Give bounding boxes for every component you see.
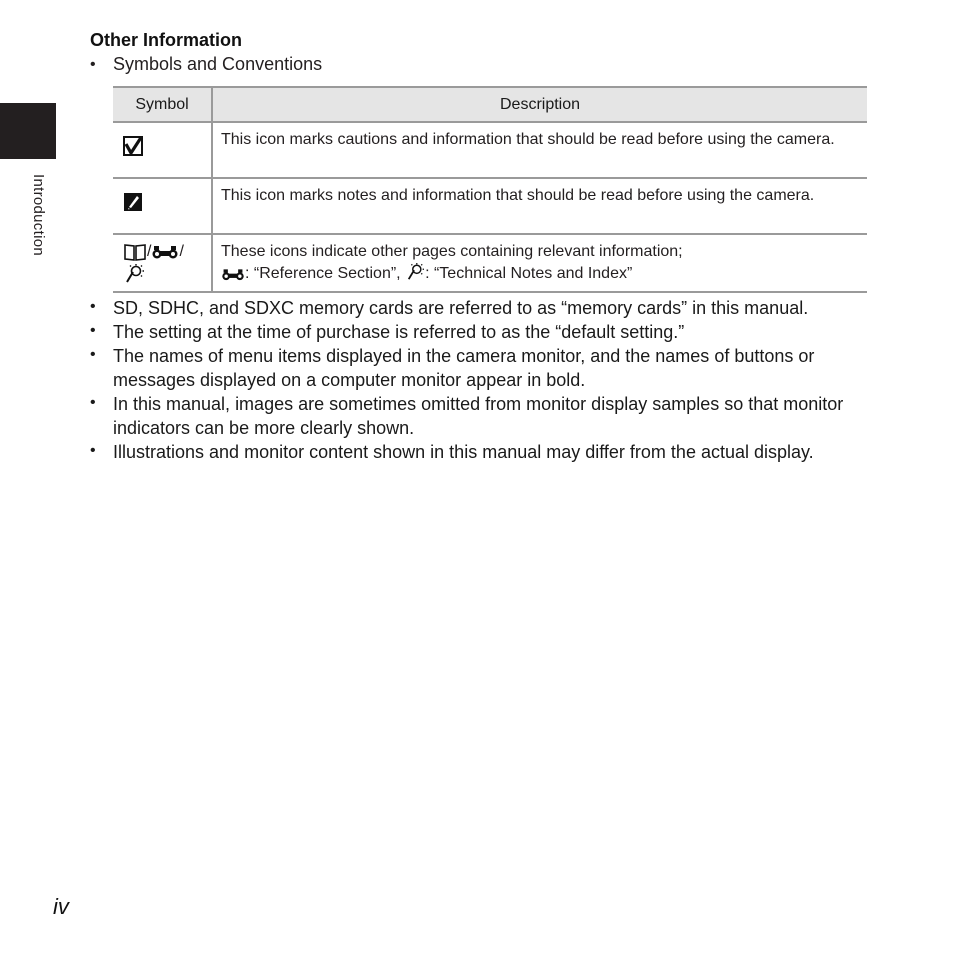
bullet-dot: • xyxy=(90,346,96,363)
chapter-tab-marker xyxy=(0,103,56,159)
reference-section-label: : “Reference Section”, xyxy=(245,265,406,282)
list-item xyxy=(90,440,870,464)
caution-check-icon xyxy=(123,136,143,156)
bullet-dot: • xyxy=(90,442,96,459)
technical-notes-bulb-icon xyxy=(405,263,425,281)
table-row xyxy=(113,234,867,292)
header-symbol: Symbol xyxy=(113,87,212,122)
symbol-cell xyxy=(113,234,212,292)
bullet-dot: • xyxy=(90,394,96,411)
table-row xyxy=(113,122,867,178)
table-header-row xyxy=(113,87,867,122)
symbols-sub-bullet xyxy=(90,54,322,75)
reference-binoculars-icon xyxy=(221,268,245,281)
list-item-text: SD, SDHC, and SDXC memory cards are referred to as “memory cards” in this manual. xyxy=(113,298,809,318)
chapter-side-label: Introduction xyxy=(30,174,47,256)
page-number: iv xyxy=(53,894,69,919)
symbol-cell xyxy=(113,178,212,234)
book-page-icon xyxy=(123,243,147,261)
description-cell xyxy=(212,234,867,292)
symbol-cell xyxy=(113,122,212,178)
technical-notes-label: : “Technical Notes and Index” xyxy=(425,265,633,282)
symbol-separator: / xyxy=(179,243,184,260)
bullet-dot: • xyxy=(90,322,96,339)
list-item-text: Illustrations and monitor content shown in this manual may differ from the actual display. xyxy=(113,442,814,462)
reference-binoculars-icon xyxy=(151,245,179,259)
list-item xyxy=(90,296,870,320)
note-pencil-icon xyxy=(123,192,143,212)
list-item-text: In this manual, images are sometimes omitted from monitor display samples so that monitor indicators can be more clearly shown. xyxy=(113,394,844,438)
list-item-text: The names of menu items displayed in the camera monitor, and the names of buttons or messages displayed on a computer monitor appear in bold. xyxy=(113,346,815,390)
symbols-table xyxy=(113,86,867,293)
sub-bullet-text: Symbols and Conventions xyxy=(113,54,323,74)
list-item xyxy=(90,392,870,440)
list-item xyxy=(90,344,870,392)
description-cell: This icon marks cautions and information that should be read before using the camera. xyxy=(212,122,867,178)
description-line: These icons indicate other pages containing relevant information; xyxy=(221,243,683,260)
header-description: Description xyxy=(212,87,867,122)
technical-notes-bulb-icon xyxy=(123,264,145,284)
description-cell: This icon marks notes and information that should be read before using the camera. xyxy=(212,178,867,234)
section-heading: Other Information xyxy=(90,30,242,50)
list-item xyxy=(90,320,870,344)
bullet-dot: • xyxy=(90,56,96,73)
symbol-separator: / xyxy=(147,243,152,260)
conventions-list xyxy=(90,296,870,464)
list-item-text: The setting at the time of purchase is referred to as the “default setting.” xyxy=(113,322,685,342)
bullet-dot: • xyxy=(90,298,96,315)
table-row xyxy=(113,178,867,234)
